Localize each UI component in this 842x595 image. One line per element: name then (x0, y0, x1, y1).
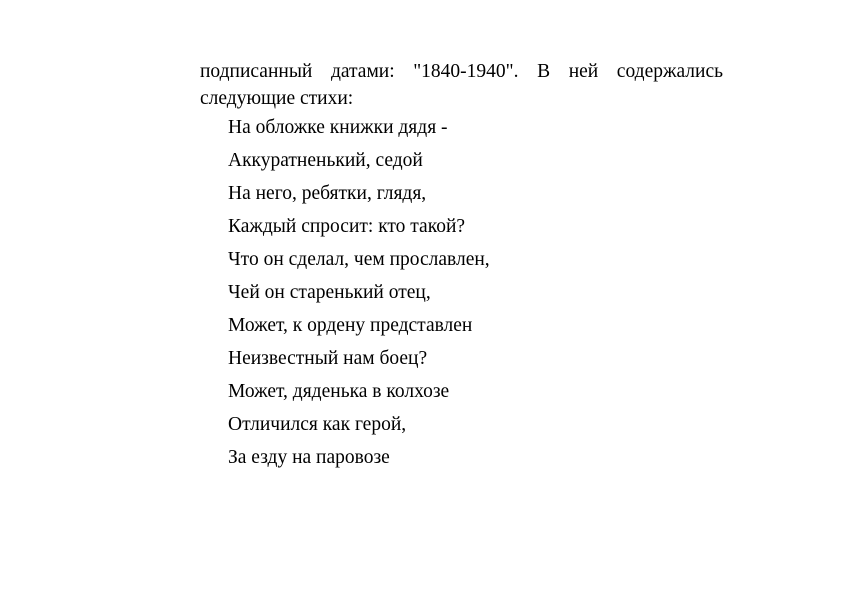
intro-line: подписанный датами: "1840-1940". В ней содержались (200, 61, 723, 82)
poem-line: Что он сделал, чем прославлен, (228, 249, 490, 270)
poem-line: Может, к ордену представлен (228, 315, 473, 336)
poem-line: Аккуратненький, седой (228, 150, 423, 171)
poem-line: Каждый спросит: кто такой? (228, 216, 466, 237)
poem-line: На него, ребятки, глядя, (228, 183, 427, 204)
poem-line: Чей он старенький отец, (228, 282, 431, 303)
poem-line: Отличился как герой, (228, 414, 407, 435)
poem-line: За езду на паровозе (228, 447, 390, 468)
intro-paragraph (200, 58, 723, 112)
intro-line: следующие стихи: (200, 88, 354, 109)
poem (228, 117, 490, 480)
poem-line: На обложке книжки дядя - (228, 117, 448, 138)
poem-line: Может, дяденька в колхозе (228, 381, 450, 402)
poem-line: Неизвестный нам боец? (228, 348, 428, 369)
